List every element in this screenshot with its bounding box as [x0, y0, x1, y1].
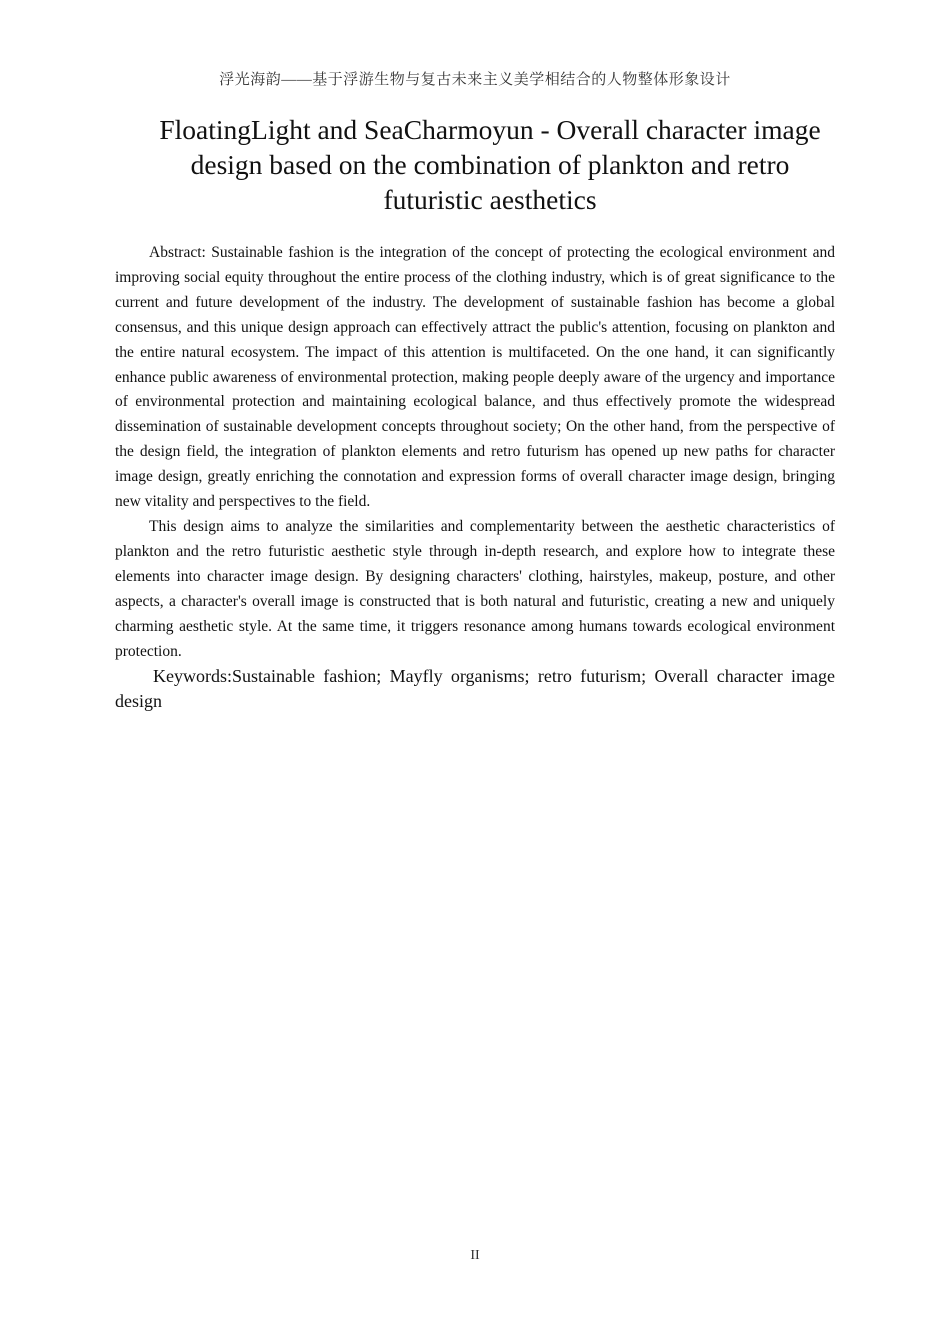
keywords: Keywords:Sustainable fashion; Mayfly organisms; retro futurism; Overall character image design [115, 666, 835, 712]
paper-title: FloatingLight and SeaCharmoyun - Overall character image design based on the combination of plankton and retro futuristic aesthetics [159, 114, 821, 215]
abstract-paragraph-1: Abstract: Sustainable fashion is the integration of the concept of protecting the ecological environment and improving social equity throughout the entire process of the clothing industry, which is of great significance to the current and future development of the industry. The development of sustainable fashion has become a global consensus, and this unique design approach can effectively attract the public's attention, focusing on plankton and the entire natural ecosystem. The impact of this attention is multifaceted. On the one hand, it can significantly enhance public awareness of environmental protection, making people deeply aware of the urgency and importance of environmental protection and maintaining ecological balance, and thus effectively promote the widespread dissemination of sustainable development concepts throughout society; On the other hand, from the perspective of the design field, the integration of plankton elements and retro futurism has opened up new paths for character image design, greatly enriching the connotation and expression forms of overall character image design, bringing new vitality and perspectives to the field. [115, 244, 835, 511]
abstract-paragraph-2: This design aims to analyze the similarities and complementarity between the aesthetic characteristics of plankton and the retro futuristic aesthetic style through in-depth research, and explore how to integrate these elements into character image design. By designing characters' clothing, hairstyles, makeup, posture, and other aspects, a character's overall image is constructed that is both natural and futuristic, creating a new and uniquely charming aesthetic style. At the same time, it triggers resonance among humans towards ecological environment protection. [115, 517, 835, 660]
page-number: II [470, 1248, 480, 1263]
running-header: 浮光海韵——基于浮游生物与复古未来主义美学相结合的人物整体形象设计 [219, 72, 731, 88]
abstract-section [115, 241, 835, 714]
